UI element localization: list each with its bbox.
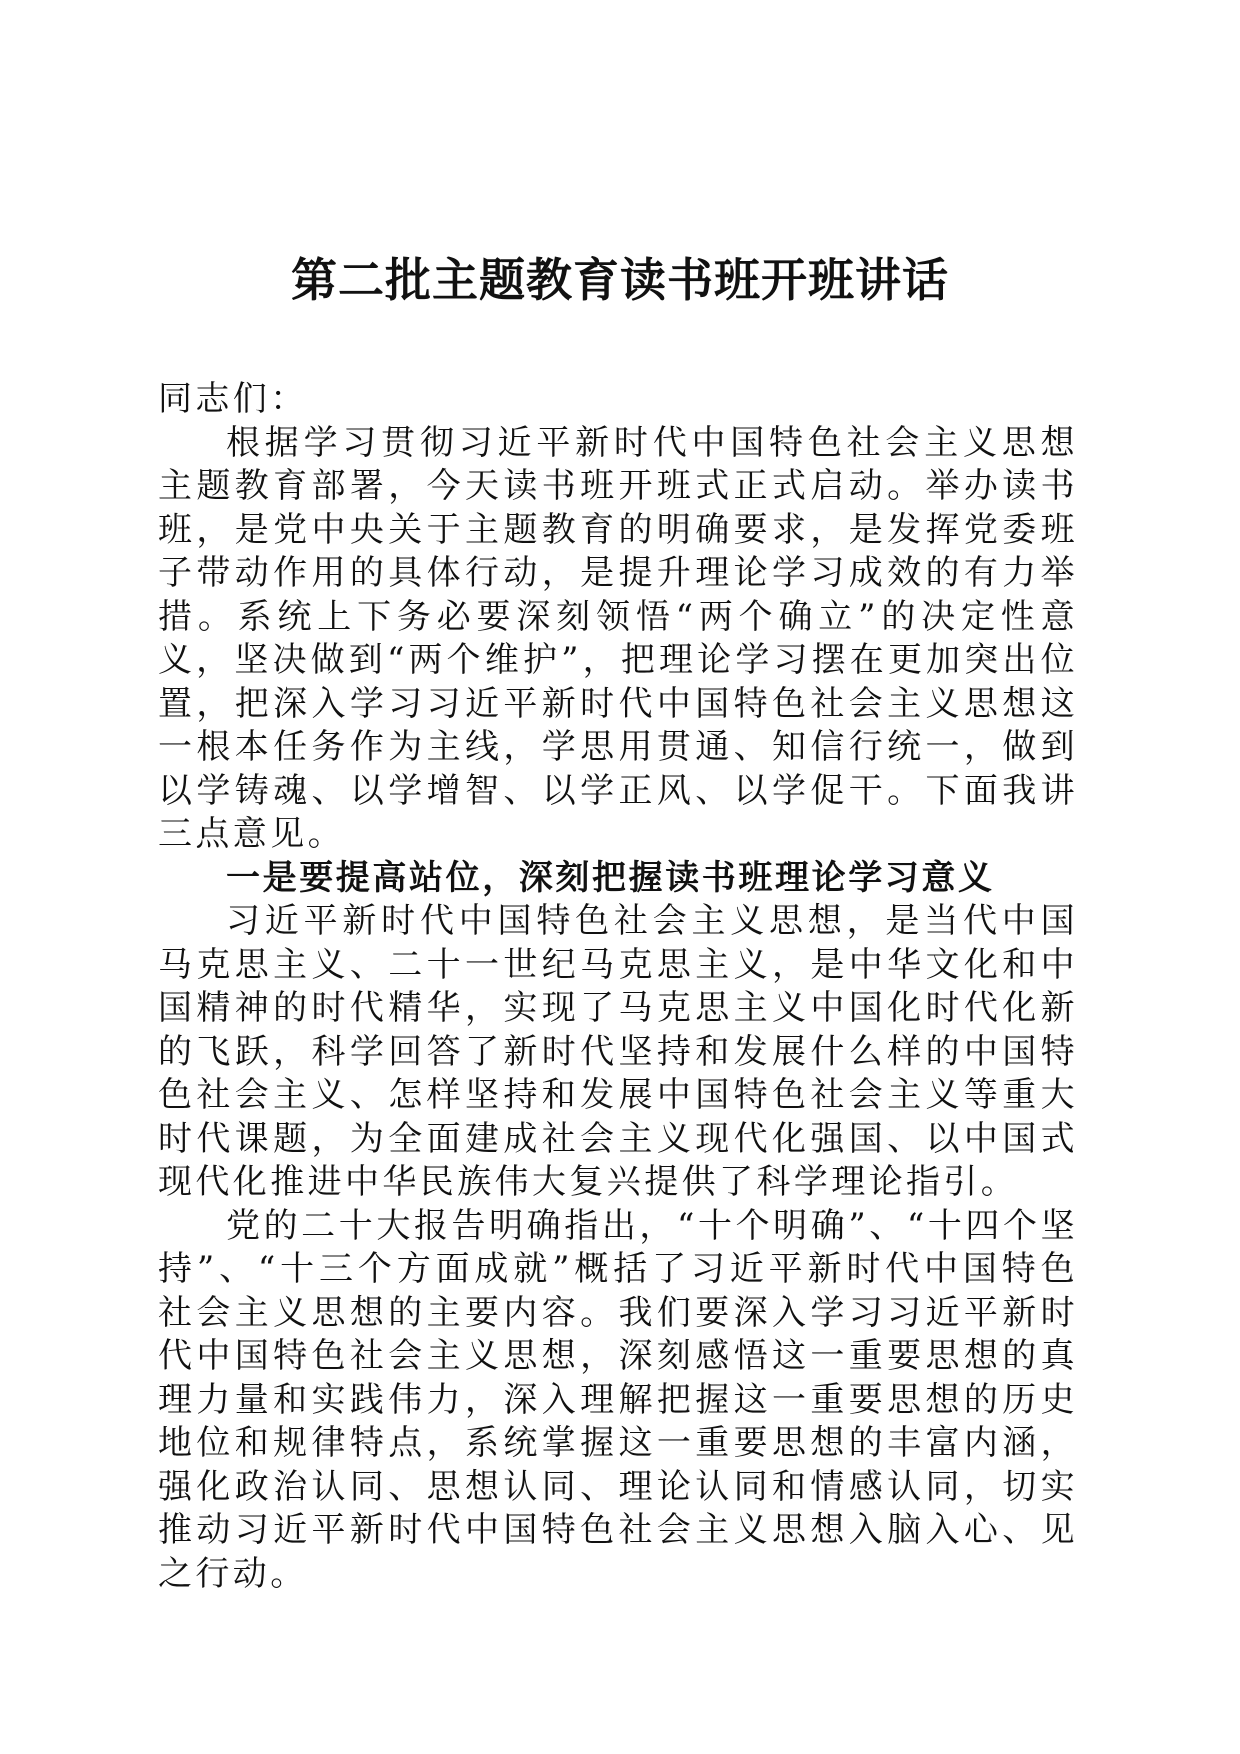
document-title: 第二批主题教育读书班开班讲话 bbox=[291, 253, 949, 307]
body-paragraph: 习近平新时代中国特色社会主义思想，是当代中国马克思主义、二十一世纪马克思主义，是中华文化和中国精神的时代精华，实现了马克思主义中国化时代化新的飞跃，科学回答了新时代坚持和发展什么样的中国特色社会主义、怎样坚持和发展中国特色社会主义等重大时代课题，为全面建成社会主义现代化强国、以中国式现代化推进中华民族伟大复兴提供了科学理论指引。 bbox=[158, 901, 1078, 1202]
document-body bbox=[158, 378, 1078, 1596]
section-heading-1: 一是要提高站位，深刻把握读书班理论学习意义 bbox=[226, 857, 995, 898]
body-paragraph: 党的二十大报告明确指出，“十个明确”、“十四个坚持”、“十三个方面成就”概括了习近平新时代中国特色社会主义思想的主要内容。我们要深入学习习近平新时代中国特色社会主义思想，深刻感悟这一重要思想的真理力量和实践伟力，深入理解把握这一重要思想的历史地位和规律特点，系统掌握这一重要思想的丰富内涵，强化政治认同、思想认同、理论认同和情感认同，切实推动习近平新时代中国特色社会主义思想入脑入心、见之行动。 bbox=[158, 1205, 1078, 1594]
intro-paragraph: 根据学习贯彻习近平新时代中国特色社会主义思想主题教育部署，今天读书班开班式正式启动。举办读书班，是党中央关于主题教育的明确要求，是发挥党委班子带动作用的具体行动，是提升理论学习成效的有力举措。系统上下务必要深刻领悟“两个确立”的决定性意义，坚决做到“两个维护”，把理论学习摆在更加突出位置，把深入学习习近平新时代中国特色社会主义思想这一根本任务作为主线，学思用贯通、知信行统一，做到以学铸魂、以学增智、以学正风、以学促干。下面我讲三点意见。 bbox=[158, 422, 1078, 854]
salutation: 同志们： bbox=[158, 379, 308, 419]
